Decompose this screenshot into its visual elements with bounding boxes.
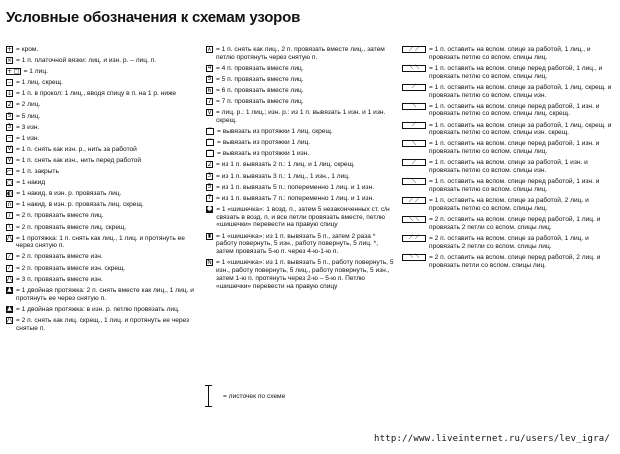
inc-seven-icon: 7	[207, 194, 212, 202]
five-box-icon: 5	[7, 112, 12, 120]
legend-text: = 1 «шишечка»: из 1 п. вывязать 5 п., затем 2 раза * работу повернуть, 5 изн., работу повернуть, 5 лиц. *, затем провязать 5-ю п. через 4-ю-1-ю п.	[216, 232, 379, 256]
legend-row	[402, 254, 616, 270]
p2tog-icon: ⁄	[6, 253, 13, 260]
plus-blank-box-icon: + □	[7, 67, 20, 75]
p2tog-twist-icon: ⁄	[6, 265, 13, 272]
legend-text: = 1 накид	[16, 179, 46, 187]
legend-text: = 2 п. оставить на вспом. спице перед работой, 1 лиц. и провязать 2 петли со вспом. спицы лиц.	[429, 216, 601, 231]
legend-text: = 1 изн.	[16, 134, 40, 142]
legend-row	[206, 184, 396, 192]
pull-three-icon: ⌒	[207, 149, 214, 157]
legend-text: = 1 п. оставить на вспом. спице за работой, 1 лиц. скрещ. и провязать петлю со вспом. спицы изн. скрещ.	[429, 121, 612, 137]
cable-two-one-right-icon: ⟋ ⟋	[402, 235, 426, 242]
legend-text: = 1 п. оставить на вспом. спице перед работой, 1 лиц., и провязать петлю со вспом. спицы лиц.	[429, 64, 603, 80]
legend-row	[6, 135, 202, 143]
legend-text: = вывязать из протяжки 1 лиц. скрещ.	[217, 128, 333, 136]
legend-text: = 1 п. закрыть	[16, 168, 59, 176]
cable-left-purl-icon: ⟍	[402, 140, 426, 147]
pull-over-icon: ⋀	[7, 234, 12, 242]
two-box-icon: 2	[7, 100, 12, 108]
legend-column-1	[6, 46, 202, 336]
cable-right-twist-icon: ⟋	[402, 84, 426, 91]
legend-text: = 1 п. в прокол: 1 лиц., вводя спицу в п. на 1 р. ниже	[16, 90, 177, 98]
double-pull-purl-icon: ▲	[7, 305, 12, 313]
legend-text: = 2 п. оставить на вспом. спице перед работой, 2 лиц. и провязать петли со вспом. спицы лиц.	[429, 253, 601, 269]
legend-row	[6, 90, 202, 98]
legend-text: = из 1 п. вывязать 2 п.: 1 лиц. и 1 лиц. скрещ.	[216, 161, 355, 169]
legend-row	[6, 101, 202, 109]
v-dash-box-icon: Ṿ	[7, 156, 12, 164]
legend-text: = кром.	[16, 46, 39, 53]
cable-left-knit-icon: ⟍	[402, 178, 426, 185]
legend-row	[6, 287, 202, 303]
legend-text: = 1 п. оставить на вспом. спице за работой, 1 изн. и провязать петлю со вспом. спицы изн.	[429, 159, 588, 175]
legend-row	[6, 79, 202, 87]
legend-row	[206, 259, 396, 290]
legend-row	[206, 206, 396, 229]
legend-text: = 1 лиц. скрещ.	[16, 79, 63, 87]
x-box-icon: ×	[7, 56, 13, 64]
legend-text: = 1 п. снять как изн. р., нить за работой	[16, 145, 137, 153]
legend-row	[6, 253, 202, 261]
inc-five-icon: 5	[207, 183, 212, 191]
legend-text: = 1 п. оставить на вспом. спице за работой, 2 лиц. и провязать петлю со вспом. спицы лиц.	[429, 197, 589, 212]
yarn-over-twist-icon: ∩	[7, 200, 12, 208]
legend-row	[6, 157, 202, 165]
arrow-box-icon: ↓	[7, 89, 13, 97]
legend-text: = 1 лиц.	[23, 68, 48, 76]
bobble-n-icon: N	[207, 258, 212, 266]
v-box-icon: V	[7, 145, 12, 153]
cable-left-twist-icon: ⟍	[402, 103, 426, 110]
dash-box-icon: –	[8, 78, 11, 86]
legend-row	[6, 179, 202, 187]
inc-two-icon: 2	[207, 160, 212, 168]
legend-row	[402, 197, 616, 213]
legend-text: = 2 п. провязать вместе изн. скрещ.	[16, 264, 126, 272]
legend-text: = 1 двойная протяжка: в изн. р. петлю провязать лиц.	[16, 305, 180, 313]
legend-row	[6, 113, 202, 121]
legend-row	[6, 212, 202, 220]
cable-right-twist-purl-icon: ⟋	[402, 122, 426, 129]
legend-column-2	[206, 46, 396, 294]
legend-row	[6, 46, 202, 54]
legend-text: = 2 лиц.	[16, 101, 41, 109]
legend-text: = 1 п. платочной вязки: лиц. и изн. р. – лиц. п.	[16, 57, 157, 65]
three-box-icon: 3	[7, 123, 12, 131]
leaf-symbol-icon	[208, 385, 209, 407]
legend-text: = 7 п. провязать вместе лиц.	[216, 98, 304, 106]
legend-row	[206, 233, 396, 256]
legend-row	[402, 140, 616, 156]
page-title: Условные обозначения к схемам узоров	[6, 9, 301, 26]
legend-row	[206, 76, 396, 84]
legend-row	[206, 109, 396, 125]
legend-text: = 3 п. провязать вместе изн.	[16, 275, 103, 283]
legend-text: = 2 п. провязать вместе изн.	[16, 253, 103, 261]
legend-row	[402, 103, 616, 119]
cable-two-one-left-icon: ⟍ ⟍	[402, 216, 426, 223]
legend-text: = 4 п. провязать вместе лиц.	[216, 64, 304, 72]
legend-text: = 1 п. оставить на вспом. спице перед работой, 1 изн. и провязать петлю со вспом. спицы лиц. скрещ.	[429, 102, 600, 118]
p3tog-icon: ⋀	[7, 275, 12, 283]
legend-text: = 1 двойная протяжка: 2 п. снять вместе как лиц., 1 лиц. и протянуть ее через снятую п.	[16, 286, 194, 302]
cable-right-one-icon: ⟋ ⟋	[402, 46, 426, 53]
legend-row	[6, 265, 202, 273]
leaf-legend-row	[208, 385, 285, 407]
legend-text: = 1 протяжка: 1 п. снять как лиц., 1 лиц. и протянуть ее через снятую п.	[16, 234, 185, 250]
legend-text: = 1 «шишечка»: 1 возд. п., затем 5 незаконченных ст. с/н связать в возд. п. и все петли провязать вместе, петлю «шишечки» перевести на правую спицу	[216, 205, 390, 229]
legend-text: = 1 п. оставить на вспом. спице за работой, 1 лиц., и провязать петлю со вспом. спицы лиц.	[429, 46, 591, 61]
cable-right-knit-icon: ⟋	[402, 159, 426, 166]
legend-text: = 1 п. оставить на вспом. спице перед работой, 1 изн. и провязать петлю со вспом. спицы лиц.	[429, 140, 600, 156]
legend-row	[402, 84, 616, 100]
legend-row	[6, 168, 202, 176]
legend-row	[402, 65, 616, 81]
legend-text: = 2 п. провязать вместе лиц. скрещ.	[16, 223, 127, 231]
yarn-over-back-icon: ◐	[7, 189, 13, 197]
cable-two-two-left-icon: ⟍ ⟍	[402, 254, 426, 261]
legend-row	[402, 46, 616, 62]
twist-pull-icon: ⋀	[7, 316, 12, 324]
legend-row	[206, 98, 396, 106]
five-box-icon: 5	[207, 75, 212, 83]
legend-text: = из 1 п. вывязать 5 п.: попеременно 1 лиц. и 1 изн.	[216, 183, 375, 191]
legend-row	[206, 65, 396, 73]
pull-one-icon: ⌒	[207, 127, 214, 135]
legend-row	[6, 224, 202, 232]
legend-text: = 5 п. провязать вместе лиц.	[216, 75, 304, 83]
legend-row	[206, 161, 396, 169]
bobble-dark-icon: ●	[207, 205, 213, 213]
inc-three-icon: 3	[207, 172, 212, 180]
legend-row	[6, 68, 202, 76]
legend-row	[402, 159, 616, 175]
v-box-icon: V	[207, 108, 212, 116]
legend-row	[402, 122, 616, 138]
legend-text: = 2 п. провязать вместе лиц.	[16, 212, 104, 220]
legend-row	[206, 139, 396, 147]
legend-text: = 1 п. снять как лиц., 2 п. провязать вместе лиц., затем петлю протянуть через снятую п.	[216, 46, 385, 61]
legend-row	[206, 195, 396, 203]
pull-two-icon: ⌒	[207, 138, 214, 146]
legend-row	[402, 178, 616, 194]
legend-row	[206, 128, 396, 136]
legend-text: = 1 п. оставить на вспом. спице за работой, 1 лиц. скрещ. и провязать петлю со вспом. спицы изн.	[429, 83, 612, 99]
ssk-icon: \	[6, 224, 13, 231]
legend-row	[6, 201, 202, 209]
legend-row	[206, 87, 396, 95]
dash-box-icon: –	[8, 134, 11, 142]
cable-left-one-icon: ⟍ ⟍	[402, 65, 426, 72]
legend-text: = 1 накид, в изн. р. провязать лиц. скрещ.	[16, 201, 144, 209]
source-url: http://www.liveinternet.ru/users/lev_igra/	[374, 434, 610, 444]
legend-row	[6, 190, 202, 198]
six-box-icon: 6	[207, 86, 212, 94]
legend-row	[6, 124, 202, 132]
legend-text: = 2 п. снять как лиц. скрещ., 1 лиц. и протянуть ее через снятые п.	[16, 316, 190, 332]
legend-row	[6, 235, 202, 251]
legend-row	[206, 150, 396, 158]
cable-one-two-right-icon: ⟋ ⟋	[402, 197, 426, 204]
legend-row	[402, 216, 616, 232]
legend-row	[6, 317, 202, 333]
close-box-icon: ⌐	[7, 167, 13, 175]
legend-text: = вывязать из протяжки 1 лиц.	[217, 139, 311, 147]
legend-text: = 1 п. снять как изн., нить перед работой	[16, 156, 142, 164]
legend-text: = вывязать из протяжки 1 изн.	[217, 150, 310, 158]
slip-two-icon: ⊼	[207, 45, 212, 53]
leaf-legend-text: = листочек по схеме	[223, 392, 286, 400]
legend-row	[6, 306, 202, 314]
legend-text: = лиц. р.: 1 лиц.; изн. р.: из 1 п. вывязать 1 изн. и 1 изн. скрещ.	[216, 109, 386, 125]
legend-text: = из 1 п. вывязать 7 п.: попеременно 1 лиц. и 1 изн.	[216, 194, 375, 202]
legend-text: = из 1 п. вывязать 3 п.: 1 лиц., 1 изн., 1 лиц.	[216, 172, 350, 180]
k2tog-icon: /	[6, 212, 13, 219]
legend-text: = 1 п. оставить на вспом. спице перед работой, 1 изн. и провязать петлю со вспом. спицы лиц.	[429, 178, 600, 194]
legend-row	[6, 276, 202, 284]
legend-column-3	[402, 46, 616, 273]
cross-box-icon: +	[7, 45, 13, 53]
legend-row	[206, 173, 396, 181]
legend-text: = 1 накид, в изн. р. провязать лиц.	[16, 190, 122, 198]
bobble-bar-icon: ▮	[207, 232, 212, 239]
yarn-over-icon: ○	[7, 178, 13, 186]
legend-row	[6, 146, 202, 154]
legend-text: = 3 изн.	[16, 123, 40, 131]
double-pull-icon: ▲	[7, 286, 12, 294]
four-box-icon: 4	[207, 64, 212, 72]
legend-row	[6, 57, 202, 65]
legend-text: = 2 п. оставить на вспом. спице за работой, 1 лиц. и провязать 2 петли со вспом. спицы лиц.	[429, 234, 589, 250]
legend-row	[206, 46, 396, 62]
legend-text: = 5 лиц.	[16, 112, 41, 120]
legend-text: = 1 «шишечка»: из 1 п. вывязать 5 п., работу повернуть, 5 изн., работу повернуть, 5 лиц., работу повернуть, 5 изн., затем 1-ю п. протянуть через 2-ю – 5-ю п. Петлю «шишечки» перевести на правую спицу	[216, 259, 394, 290]
legend-text: = 6 п. провязать вместе лиц.	[216, 87, 304, 95]
legend-row	[402, 235, 616, 251]
seven-box-icon: 7	[207, 97, 212, 105]
